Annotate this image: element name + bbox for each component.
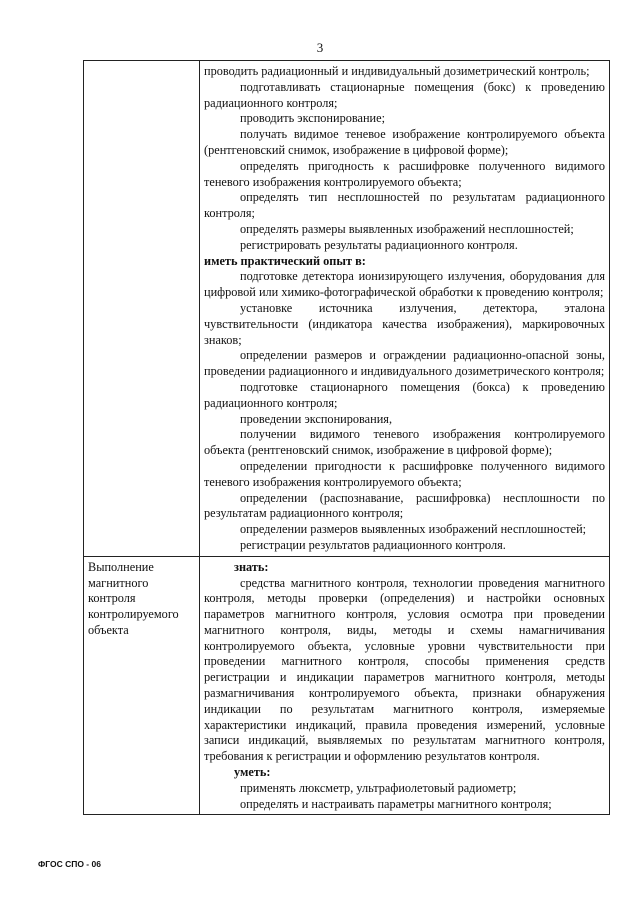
list-item: получении видимого теневого изображения контролируемого объекта (рентгеновский снимок, изображение в цифровой форме); xyxy=(204,427,605,458)
list-item: проводить радиационный и индивидуальный дозиметрический контроль; xyxy=(204,64,590,78)
list-item: проведении экспонирования, xyxy=(240,411,393,426)
know-text: средства магнитного контроля, технологии проведения магнитного контроля, методы проверки (определения) и настройки основных параметров магнитного контроля, условия осмотра при проведении магнитного контроля, виды, методы и схемы намагничивания контролируемого объекта, условные уровни чувствительности при проведении магнитного контроля, способы применения средств регистрации и индикации параметров магнитного контроля, методы размагничивания контролируемого объекта, признаки обнаружения индикации по результатам магнитного контроля, измеряемые характеристики индикаций, правила проведения измерений, условные записи индикаций, выявляемых по результатам магнитного контроля, требования к регистрации и оформлению результатов контроля. xyxy=(204,575,605,764)
experience-list xyxy=(204,269,605,553)
list-item: установке источника излучения, детектора, эталона чувствительности (индикатора качества изображения), маркировочных знаков; xyxy=(204,300,605,347)
list-item: регистрации результатов радиационного контроля. xyxy=(240,537,506,552)
requirements-cell xyxy=(200,556,610,815)
list-item: определении (распознавание, расшифровка) несплошности по результатам радиационного контроля; xyxy=(204,490,605,521)
table-row xyxy=(84,61,610,557)
list-item: применять люксметр, ультрафиолетовый радиометр; xyxy=(240,780,517,795)
list-item: определять размеры выявленных изображений несплошностей; xyxy=(240,221,574,236)
can-heading: уметь: xyxy=(234,765,271,780)
list-item: регистрировать результаты радиационного контроля. xyxy=(240,237,518,252)
competency-table xyxy=(83,60,610,815)
list-item: подготавливать стационарные помещения (бокс) к проведению радиационного контроля; xyxy=(204,79,605,110)
experience-heading: иметь практический опыт в: xyxy=(204,253,366,268)
list-item: определять тип несплошностей по результатам радиационного контроля; xyxy=(204,190,605,221)
page-number: 3 xyxy=(316,40,324,55)
can-list xyxy=(204,781,605,813)
requirements-cell xyxy=(200,61,610,557)
table-row xyxy=(84,556,610,815)
skills-list xyxy=(204,64,605,254)
list-item: получать видимое теневое изображение контролируемого объекта (рентгеновский снимок, изображение в цифровой форме); xyxy=(204,127,605,157)
list-item: определять пригодность к расшифровке полученного видимого теневого изображения контролируемого объекта; xyxy=(204,158,605,189)
list-item: определении размеров выявленных изображений несплошностей; xyxy=(240,522,587,537)
activity-cell xyxy=(84,61,200,557)
list-item: определении пригодности к расшифровке полученного видимого теневого изображения контролируемого объекта; xyxy=(204,458,605,489)
list-item: подготовке стационарного помещения (бокса) к проведению радиационного контроля; xyxy=(204,379,605,410)
document-footer: ФГОС СПО - 06 xyxy=(38,859,101,869)
list-item: подготовке детектора ионизирующего излучения, оборудования для цифровой или химико-фотографической обработки к проведению контроля; xyxy=(204,269,605,300)
activity-cell: Выполнение магнитного контроля контролируемого объекта xyxy=(84,556,200,815)
list-item: определении размеров и ограждении радиационно-опасной зоны, проведении радиационного и индивидуального дозиметрического контроля; xyxy=(204,348,605,379)
know-heading: знать: xyxy=(234,559,269,574)
list-item: проводить экспонирование; xyxy=(240,111,386,126)
list-item: определять и настраивать параметры магнитного контроля; xyxy=(240,796,552,811)
